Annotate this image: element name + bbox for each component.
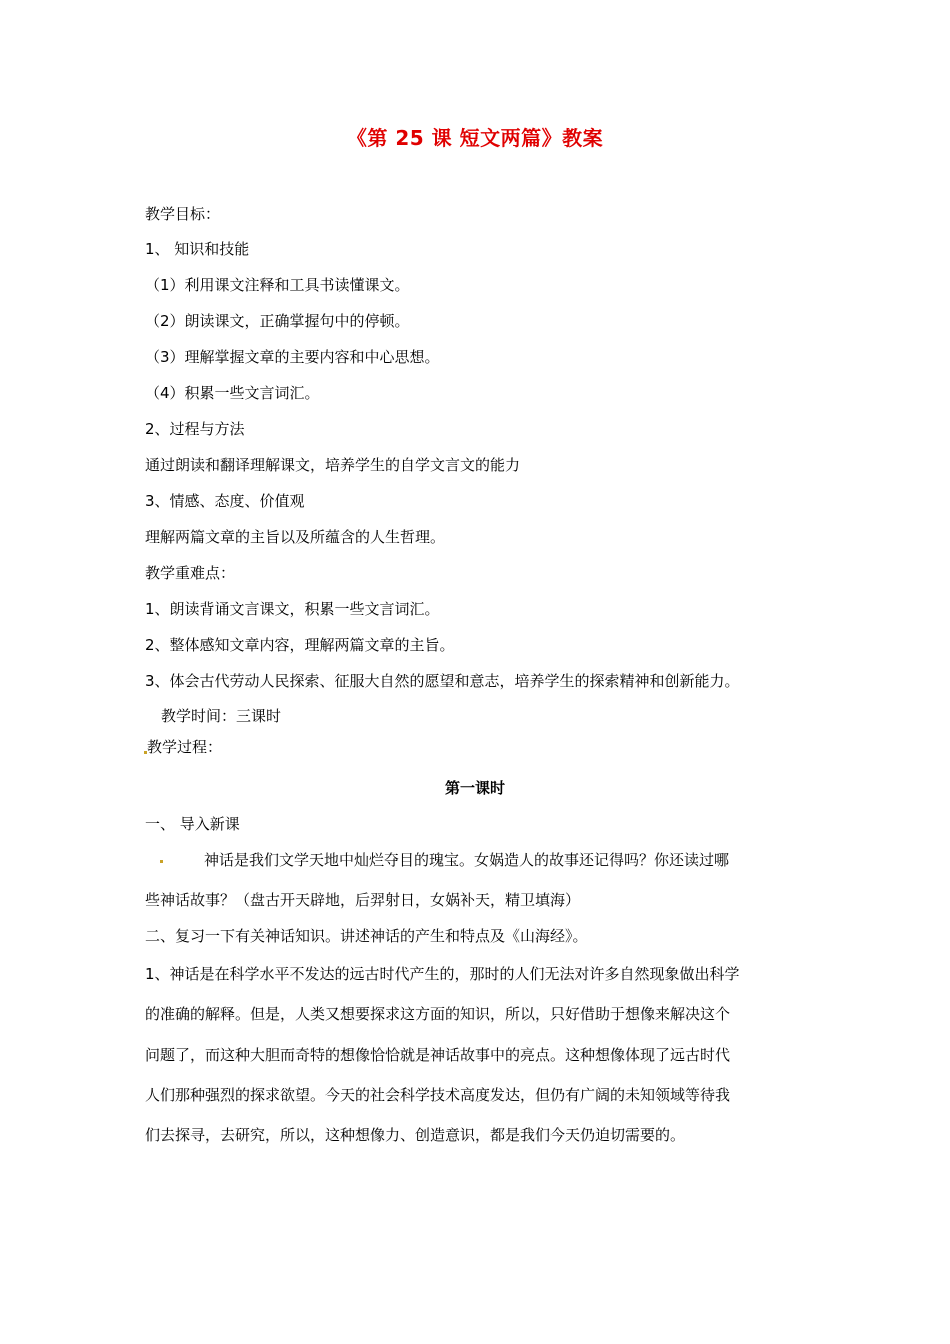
goal-1-item-2: （2）朗读课文，正确掌握句中的停顿。 [145, 312, 410, 330]
goal-1-item-3: （3）理解掌握文章的主要内容和中心思想。 [145, 348, 440, 366]
intro-paragraph-line-2: 些神话故事？（盘古开天辟地，后羿射日，女娲补天，精卫填海） [145, 891, 581, 909]
myth-paragraph-line-3: 问题了，而这种大胆而奇特的想像恰恰就是神话故事中的亮点。这种想像体现了远古时代 [145, 1046, 731, 1064]
heading-teaching-process: 教学过程： [147, 738, 223, 756]
goal-3-heading: 3、情感、态度、价值观 [145, 492, 305, 510]
heading-teaching-goals: 教学目标： [145, 205, 221, 223]
myth-paragraph-line-2: 的准确的解释。但是，人类又想要探求这方面的知识，所以，只好借助于想像来解决这个 [145, 1005, 731, 1023]
goal-1-heading: 1、 知识和技能 [145, 240, 250, 258]
stray-mark [160, 860, 163, 863]
step-1-heading: 一、 导入新课 [145, 815, 240, 833]
step-2-heading: 二、复习一下有关神话知识。讲述神话的产生和特点及《山海经》。 [145, 927, 588, 945]
myth-paragraph-line-1: 1、神话是在科学水平不发达的远古时代产生的，那时的人们无法对许多自然现象做出科学 [145, 965, 740, 983]
myth-paragraph-line-4: 人们那种强烈的探求欲望。今天的社会科学技术高度发达，但仍有广阔的未知领域等待我 [145, 1086, 731, 1104]
section-first-lesson: 第一课时 [444, 779, 505, 797]
myth-paragraph-line-5: 们去探寻，去研究，所以，这种想像力、创造意识，都是我们今天仍迫切需要的。 [145, 1126, 686, 1144]
goal-3-text: 理解两篇文章的主旨以及所蕴含的人生哲理。 [145, 528, 446, 546]
key-point-2: 2、整体感知文章内容，理解两篇文章的主旨。 [145, 636, 455, 654]
intro-paragraph-line-1: 神话是我们文学天地中灿烂夺目的瑰宝。女娲造人的故事还记得吗？你还读过哪 [204, 851, 730, 869]
goal-1-item-1: （1）利用课文注释和工具书读懂课文。 [145, 276, 410, 294]
key-point-3: 3、体会古代劳动人民探索、征服大自然的愿望和意志，培养学生的探索精神和创新能力。 [145, 672, 740, 690]
key-point-1: 1、朗读背诵文言课文，积累一些文言词汇。 [145, 600, 440, 618]
heading-key-points: 教学重难点： [145, 564, 236, 582]
teaching-time: 教学时间：三课时 [161, 707, 282, 725]
goal-2-heading: 2、过程与方法 [145, 420, 245, 438]
goal-2-text: 通过朗读和翻译理解课文，培养学生的自学文言文的能力 [145, 456, 521, 474]
goal-1-item-4: （4）积累一些文言词汇。 [145, 384, 320, 402]
document-title: 《第 25 课 短文两篇》教案 [346, 126, 604, 150]
